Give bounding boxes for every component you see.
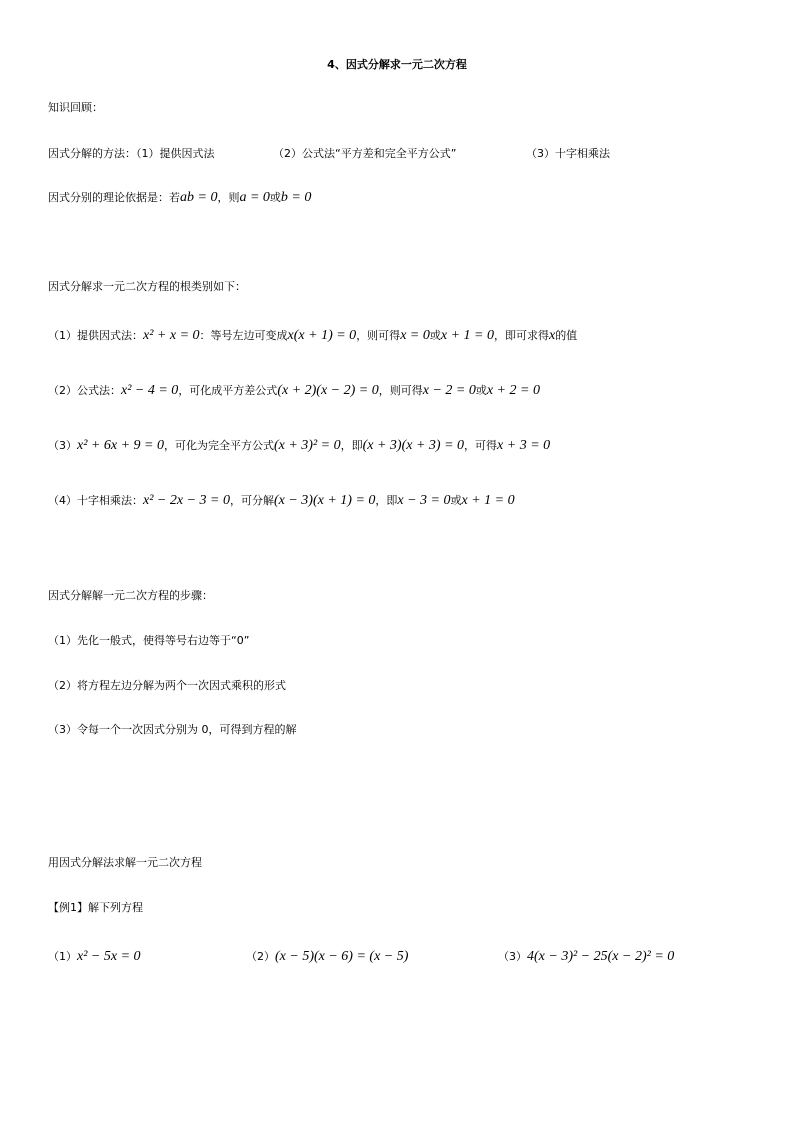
example-label: 【例1】解下列方程 [48,901,143,914]
type-2-math-1: (x + 2)(x − 2) = 0 [277,383,379,398]
method-3: （3）十字相乘法 [526,147,610,160]
page-title: 4、因式分解求一元二次方程 [327,58,467,71]
type-3-text-a: ，可化为完全平方公式 [163,439,274,452]
type-1-math-2: x = 0 [400,328,430,343]
type-4-text-a: ，可分解 [229,494,274,507]
basis-or: 或 [269,191,281,204]
type-2-math-3: x + 2 = 0 [486,383,540,398]
methods-line [48,145,610,163]
type-1-math-1: x(x + 1) = 0 [287,328,357,343]
type-4-math-3: x + 1 = 0 [461,493,515,508]
type-2-math-2: x − 2 = 0 [422,383,476,398]
problem-2-equation: (x − 5)(x − 6) = (x − 5) [275,949,409,964]
type-1-equation: x² + x = 0 [143,328,200,343]
type-1-math-3: x + 1 = 0 [440,328,494,343]
type-1-math-4: x [548,328,556,343]
review-heading: 知识回顾： [48,101,103,114]
types-heading: 因式分解求一元二次方程的根类别如下： [48,280,246,293]
type-1-label: （1）提供因式法： [48,329,143,342]
step-2: （2）将方程左边分解为两个一次因式乘积的形式 [48,679,286,692]
type-1-line [48,327,577,345]
type-3-label: （3） [48,439,77,452]
method-1: （1）提供因式法 [136,147,215,160]
method-2: （2）公式法“平方差和完全平方公式” [273,147,457,160]
type-3-math-3: x + 3 = 0 [497,438,551,453]
type-2-text-b: ，则可得 [378,384,423,397]
problem-1 [48,948,141,966]
problem-2-label: （2） [246,950,275,963]
type-4-label: （4）十字相乘法： [48,494,143,507]
basis-a-math: a = 0 [239,190,270,205]
basis-prefix: 因式分别的理论依据是：若 [48,191,180,204]
methods-prefix: 因式分解的方法： [48,147,136,160]
basis-line [48,189,311,207]
problem-3 [498,948,674,966]
type-2-line [48,382,540,400]
basis-b-math: b = 0 [280,190,312,205]
type-3-equation: x² + 6x + 9 = 0 [77,438,164,453]
type-4-equation: x² − 2x − 3 = 0 [143,493,230,508]
type-2-text-a: ，可化成平方差公式 [178,384,278,397]
problem-3-label: （3） [498,950,527,963]
type-1-text-d: ，即可求得 [493,329,549,342]
problem-3-equation: 4(x − 3)² − 25(x − 2)² = 0 [527,949,675,964]
type-3-line [48,437,550,455]
type-2-equation: x² − 4 = 0 [121,383,179,398]
type-4-text-b: ，即 [375,494,398,507]
problem-1-label: （1） [48,950,77,963]
basis-ab-math: ab = 0 [180,190,218,205]
type-3-text-c: ，可得 [464,439,498,452]
type-3-math-1: (x + 3)² = 0 [273,438,341,453]
type-1-text-c: 或 [429,329,441,342]
step-1: （1）先化一般式，使得等号右边等于“0” [48,634,250,647]
step-3: （3）令每一个一次因式分别为 0，可得到方程的解 [48,723,297,736]
problem-1-equation: x² − 5x = 0 [77,949,141,964]
type-4-text-c: 或 [450,494,462,507]
type-3-math-2: (x + 3)(x + 3) = 0 [362,438,465,453]
type-2-label: （2）公式法： [48,384,121,397]
type-2-text-c: 或 [475,384,487,397]
type-4-math-1: (x − 3)(x + 1) = 0 [273,493,376,508]
type-4-math-2: x − 3 = 0 [397,493,451,508]
type-1-text-b: ，则可得 [356,329,401,342]
type-1-text-a: ：等号左边可变成 [199,329,288,342]
type-3-text-b: ，即 [340,439,363,452]
problem-2 [246,948,408,966]
practice-heading: 用因式分解法求解一元二次方程 [48,856,202,869]
basis-then: ，则 [217,191,240,204]
type-4-line [48,492,515,510]
steps-heading: 因式分解解一元二次方程的步骤： [48,589,213,602]
type-1-text-e: 的值 [555,329,578,342]
